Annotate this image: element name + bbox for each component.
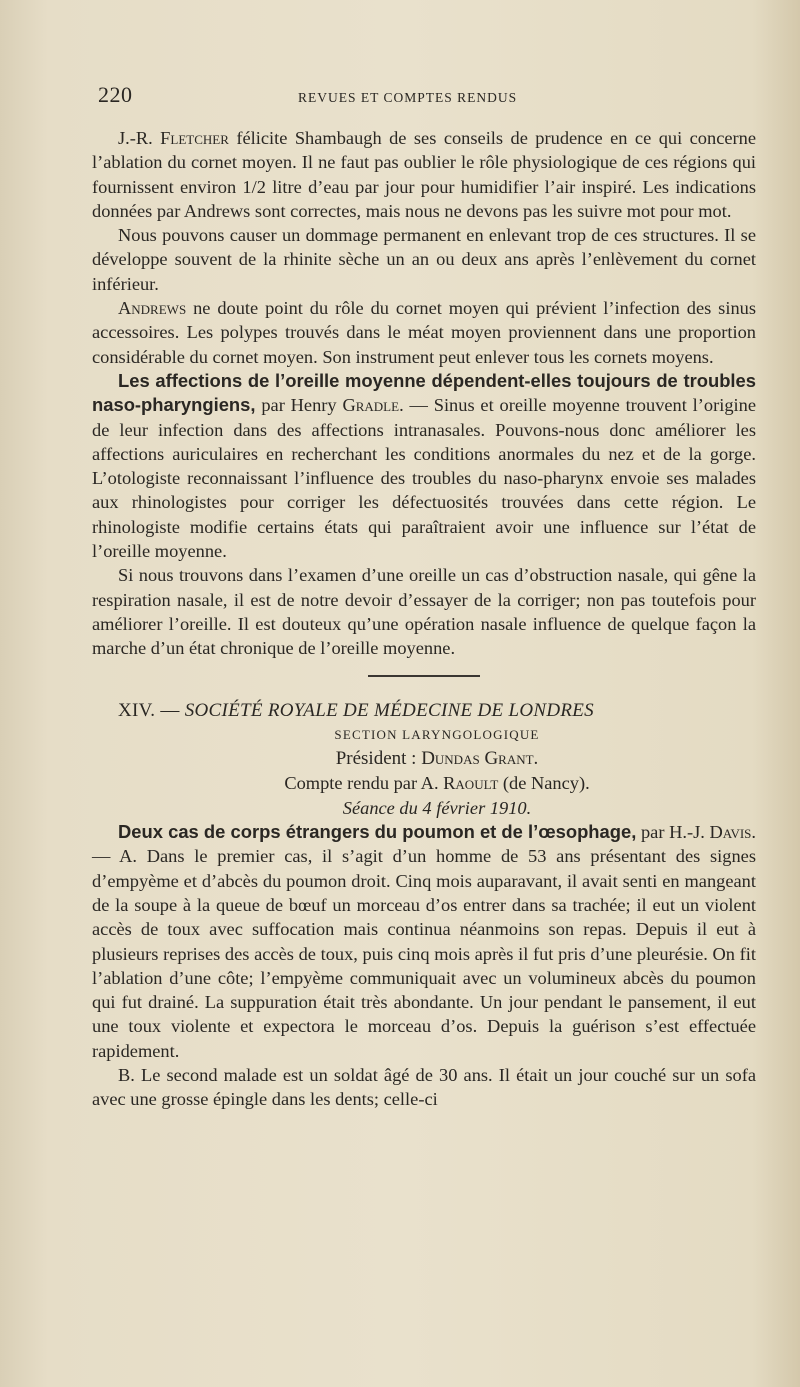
page-number: 220 [98,82,133,107]
page-header [98,82,748,112]
president-label: Président : [335,748,422,770]
section-divider [368,675,480,677]
paragraph-text: Nous pouvons causer un dommage permanent en enlevant trop de ces structures. Il se développe souvent de la rhinite sèche un an ou deux ans après l’enlèvement du cornet inférieur. [92,225,756,294]
running-head: REVUES ET COMPTES RENDUS [298,90,518,105]
article-title: Deux cas de corps étrangers du poumon et de l’œsophage, [118,821,637,843]
author-name: Davis. [709,822,756,843]
president-line [92,747,756,771]
article-title: Les affections de l’oreille moyenne dépendent-elles toujours de troubles naso-pharyngiens, [92,369,756,416]
report-prefix: Compte rendu par A. [284,773,444,794]
paragraph-text: Si nous trouvons dans l’examen d’une oreille un cas d’obstruction nasale, qui gêne la respiration nasale, il est de notre devoir d’essayer de la corriger; non pas toutefois pour améliorer l’oreille. Il est douteux qu’une opération nasale influence de quelque façon la marche d’un état chronique de l’oreille moyenne. [92,565,756,659]
paragraph-gradle [92,369,756,563]
paragraph-text: — A. Dans le premier cas, il s’agit d’un homme de 53 ans présentant des signes d’empyème et d’abcès du poumon droit. Cinq mois auparavant, il avait senti en mangeant de la soupe à la queue de bœuf un morceau d’os entrer dans sa trachée; il eut un violent accès de toux avec suffocation mais continua néanmoins son repas. Depuis il eut à plusieurs reprises des accès de toux, puis cinq mois après il fut pris d’une pleurésie. On fit l’ablation d’une côte; l’empyème communiquait avec un volumineux abcès du poumon qui fut drainé. La suppuration était très abondante. Un jour pendant le pansement, il eut une toux violente et expectora le morceau d’os. Depuis la guérison s’est effectuée rapidement. [92,846,756,1061]
paragraph-fletcher [92,126,756,223]
report-author: Raoult [443,773,499,794]
paragraph-obstruction [92,563,756,660]
byline: par H.-J. [636,822,710,843]
byline: par Henry [255,395,343,416]
report-line [92,771,756,795]
section-number: XIV. — [118,699,180,721]
author-name: J.-R. Fletcher [118,128,229,148]
paragraph-text: B. Le second malade est un soldat âgé de 30 ans. Il était un jour couché sur un sofa avec une grosse épingle dans les dents; celle-ci [92,1064,756,1110]
page-body [92,126,756,1112]
seance-date: Séance du 4 février 1910. [342,797,532,818]
author-name: Andrews [118,298,187,319]
paragraph-dommage [92,223,756,296]
president-name: Dundas Grant. [421,748,539,770]
section-heading [92,699,756,723]
paragraph-davis [92,820,756,1063]
paragraph-text: ne doute point du rôle du cornet moyen qui prévient l’infection des sinus accessoires. Les polypes trouvés dans le méat moyen proviennent dans une proportion considérable du cornet moyen. Son instrument peut enlever tous les cornets moyens. [92,298,756,367]
paragraph-second-case [92,1063,756,1112]
paragraph-text: félicite Shambaugh de ses conseils de prudence en ce qui concerne l’ablation du cornet moyen. Il ne faut pas oublier le rôle physiologique de ces régions qui fournissent environ 1/2 litre d’eau par jour pour humidifier l’air inspiré. Les indications données par Andrews sont correctes, mais nous ne devons pas les suivre mot pour mot. [92,128,756,221]
paragraph-andrews [92,296,756,369]
report-suffix: (de Nancy). [498,773,590,794]
paragraph-text: — Sinus et oreille moyenne trouvent l’origine de leur infection dans des affections intranasales. Pouvons-nous donc améliorer les affections auriculaires en recherchant les conditions anormales du nez et de la gorge. L’otologiste reconnaissant l’influence des troubles du naso-pharynx envoie ses malades aux rhinologistes pour corriger les défectuosités trouvées dans cette région. Le rhinologiste modifie certains états qui paraîtraient avoir une influence sur l’état de l’oreille moyenne. [92,395,757,562]
subsection-label: SECTION LARYNGOLOGIQUE [334,726,540,742]
section-title: SOCIÉTÉ ROYALE DE MÉDECINE DE LONDRES [184,699,594,721]
author-name: Gradle. [342,395,404,416]
